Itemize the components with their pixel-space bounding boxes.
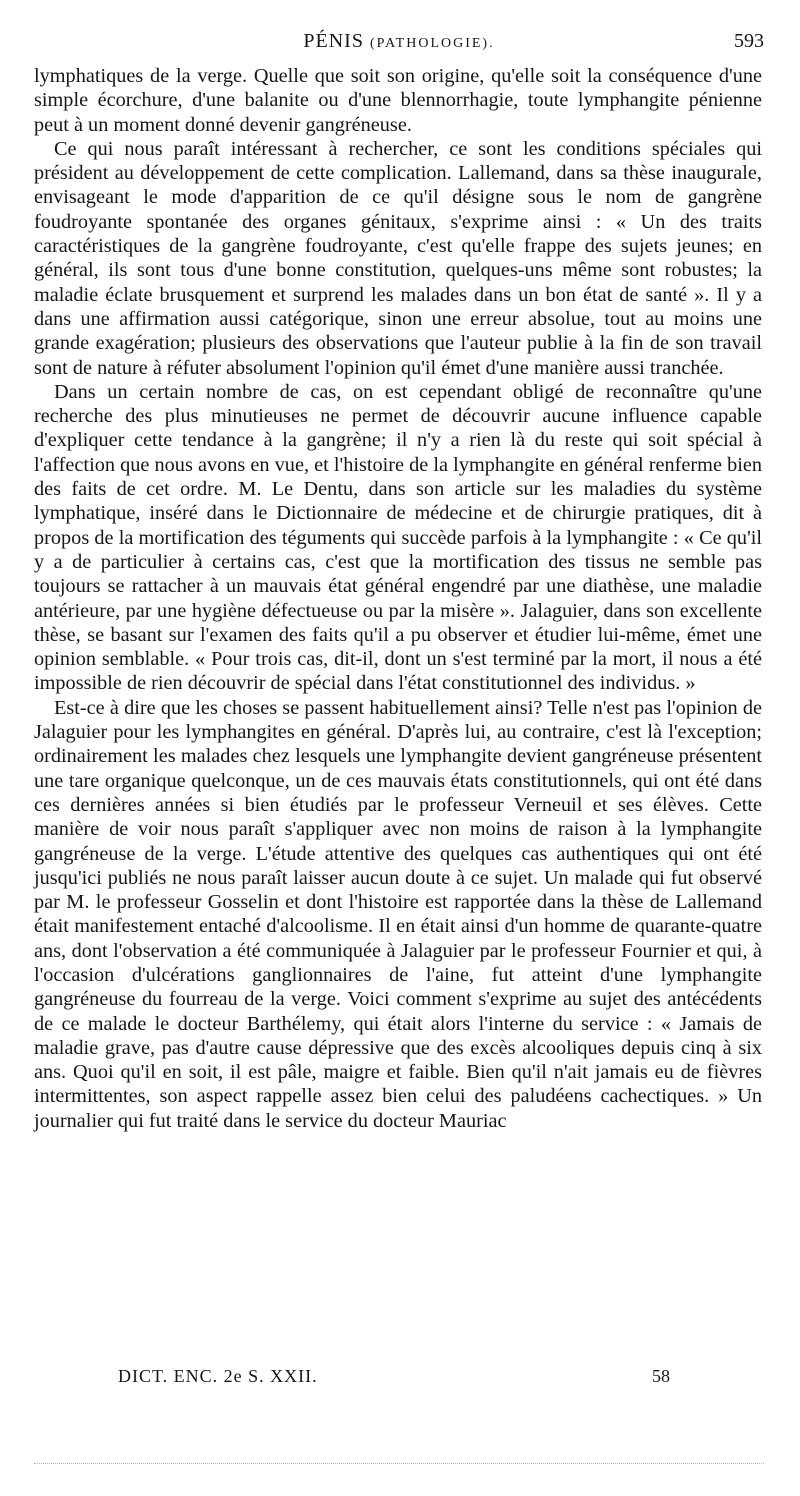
body-text bbox=[34, 64, 762, 1133]
sheet-number: 58 bbox=[652, 1366, 670, 1386]
header-title-block bbox=[34, 30, 764, 53]
header-title: PÉNIS bbox=[303, 30, 364, 52]
printer-signature: DICT. ENC. 2e S. XXII. bbox=[118, 1366, 318, 1386]
header-subtitle: (PATHOLOGIE). bbox=[369, 36, 495, 51]
paragraph-1: lymphatiques de la verge. Quelle que soit son origine, qu'elle soit la conséquence d'une simple écorchure, d'une balanite ou d'une blennorrhagie, toute lymphangite pénienne peut à un moment donné devenir gangréneuse. bbox=[34, 65, 762, 136]
running-header bbox=[34, 30, 764, 58]
page-number: 593 bbox=[734, 30, 764, 52]
paragraph-3: Dans un certain nombre de cas, on est cependant obligé de reconnaître qu'une recherche des plus minutieuses ne permet de découvrir aucune influence capable d'expliquer cette tendance à la gangrène; il n'y a rien là du reste qui soit spécial à l'affection que nous avons en vue, et l'histoire de la lymphangite en général renferme bien des faits de cet ordre. M. Le Dentu, dans son article sur les maladies du système lymphatique, inséré dans le Dictionnaire de médecine et de chirurgie pratiques, dit à propos de la mortification des téguments qui succède parfois à la lymphangite : « Ce qu'il y a de particulier à certains cas, c'est que la mortification des tissus ne semble pas toujours se rattacher à un mauvais état général engendré par une diathèse, une maladie antérieure, par une hygiène défectueuse ou par la misère ». Jalaguier, dans son excellente thèse, se basant sur l'examen des faits qu'il a pu observer et étudier lui-même, émet une opinion semblable. « Pour trois cas, dit-il, dont un s'est terminé par la mort, il nous a été impossible de rien découvrir de spécial dans l'état constitutionnel des individus. » bbox=[34, 380, 762, 695]
page-footer bbox=[34, 1366, 764, 1392]
scan-artifact-line bbox=[34, 1463, 764, 1464]
paragraph-4: Est-ce à dire que les choses se passent habituellement ainsi? Telle n'est pas l'opinion de Jalaguier pour les lymphangites en général. D'après lui, au contraire, c'est là l'exception; ordinairement les malades chez lesquels une lymphangite devient gangréneuse présentent une tare organique quelconque, un de ces mauvais états constitutionnels, qui ont été dans ces dernières années si bien étudiés par le professeur Verneuil et ses élèves. Cette manière de voir nous paraît s'appliquer avec non moins de raison à la lymphangite gangréneuse de la verge. L'étude attentive des quelques cas authentiques qui ont été jusqu'ici publiés ne nous paraît laisser aucun doute à ce sujet. Un malade qui fut observé par M. le professeur Gosselin et dont l'histoire est rapportée dans la thèse de Lallemand était manifestement entaché d'alcoolisme. Il en était ainsi d'un homme de quarante-quatre ans, dont l'observation a été communiquée à Jalaguier par le professeur Fournier et qui, à l'occasion d'ulcérations ganglionnaires de l'aine, fut atteint d'une lymphangite gangréneuse du fourreau de la verge. Voici comment s'exprime au sujet des antécédents de ce malade le docteur Barthélemy, qui était alors l'interne du service : « Jamais de maladie grave, pas d'autre cause dépressive que des excès alcooliques depuis cinq à six ans. Quoi qu'il en soit, il est pâle, maigre et faible. Bien qu'il n'ait jamais eu de fièvres intermittentes, son aspect rappelle assez bien celui des paludéens cachectiques. » Un journalier qui fut traité dans le service du docteur Mauriac bbox=[34, 696, 762, 1132]
paragraph-2: Ce qui nous paraît intéressant à rechercher, ce sont les conditions spéciales qui président au développement de cette complication. Lallemand, dans sa thèse inaugurale, envisageant le mode d'apparition de ce qu'il désigne sous le nom de gangrène foudroyante spontanée des organes génitaux, s'exprime ainsi : « Un des traits caractéristiques de la gangrène foudroyante, c'est qu'elle frappe des sujets jeunes; en général, ils sont tous d'une bonne constitution, quelques-uns même sont robustes; la maladie éclate brusquement et surprend les malades dans un bon état de santé ». Il y a dans une affirmation aussi catégorique, sinon une erreur absolue, tout au moins une grande exagération; plusieurs des observations que l'auteur publie à la fin de son travail sont de nature à réfuter absolument l'opinion qu'il émet d'une manière aussi tranchée. bbox=[34, 137, 762, 379]
